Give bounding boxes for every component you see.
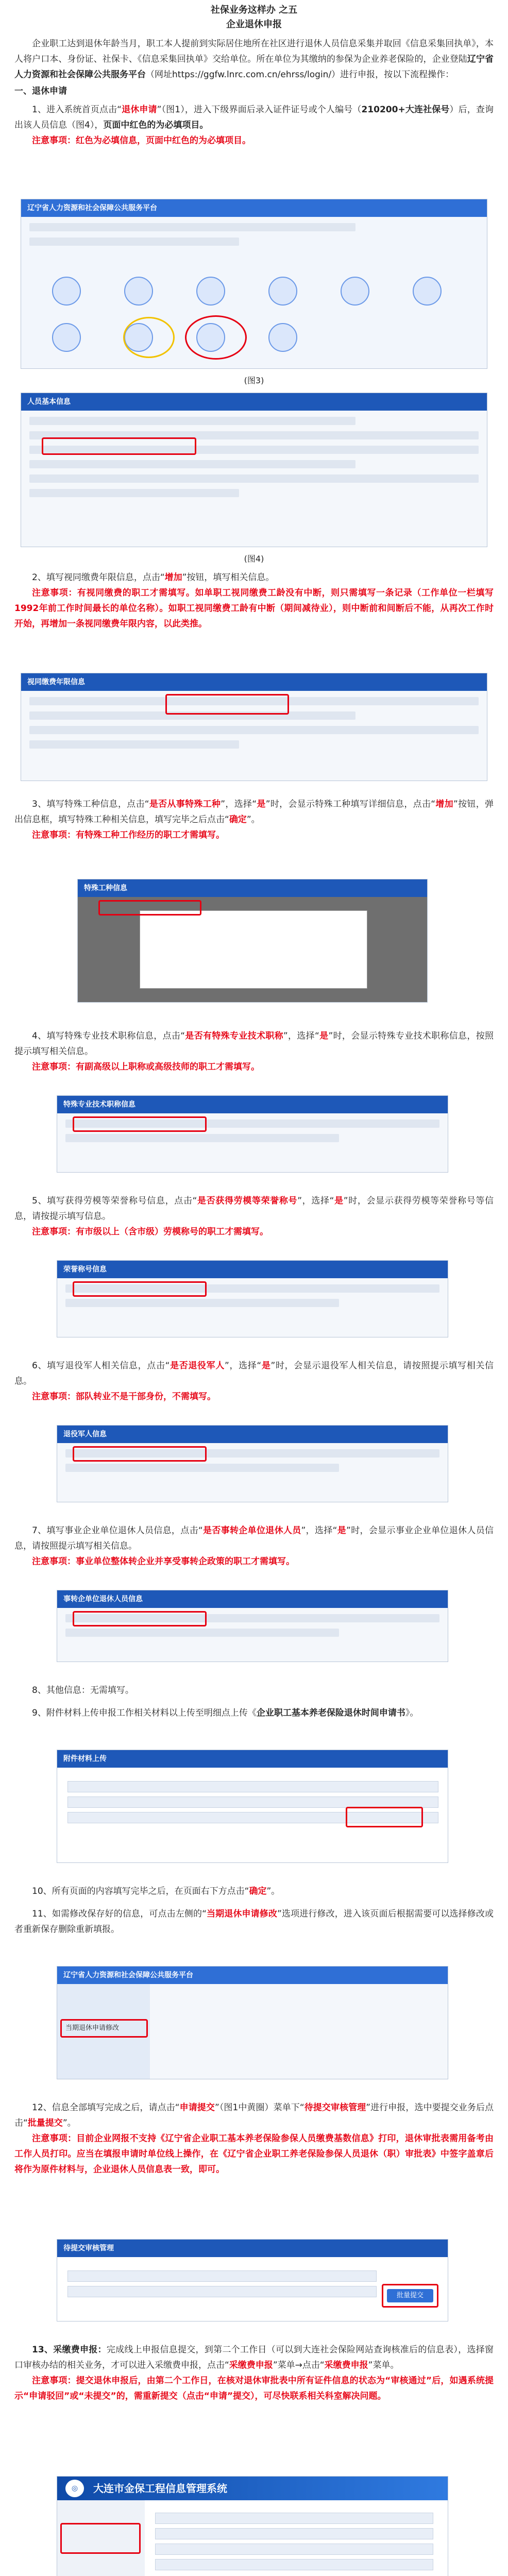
note-text: 红色为必填信息，页面中红色的为必填项目。 <box>76 135 251 146</box>
screenshot-transfer-info <box>57 1590 448 1662</box>
step-6-text-c: ”，选择“ <box>225 1361 262 1371</box>
portal-row <box>29 223 355 231</box>
step-10-highlight: 确定 <box>249 1886 267 1896</box>
step-12-highlight: 申请提交 <box>179 2103 215 2113</box>
step-13 <box>14 2342 494 2373</box>
step-13-highlight: 采缴费申报 <box>229 2360 273 2370</box>
note-text: 目前企业网报不支持《辽宁省企业职工基本养老保险参保人员缴费基数信息》打印，退休审批表需用备考由工作人员打印。应当在填报申请时单位线上操作，在《辽宁省企业职工养老保险参保人员退休（职）审批表》中签字盖章后将作为原件材料与，企业退休人员信息表一致，即可。 <box>14 2133 494 2175</box>
step-3-text: 3、填写特殊工种信息，点击“ <box>32 799 149 809</box>
note-text: 事业单位整体转企业并享受事转企政策的职工才需填写。 <box>76 1556 295 1567</box>
intro-text-a: 企业职工达到退休年龄当月，职工本人提前到实际居住地所在社区进行退休人员信息采集并取回《信息采集回执单》，本人将户口本、身份证、社保卡、《信息采集回执单》交给单位。所在单位为其缴纳的参保为企业养老保险的，企业登陆 <box>14 39 494 64</box>
screenshot-person-info <box>21 393 487 547</box>
step-12 <box>14 2100 494 2131</box>
tile-icon[interactable] <box>268 277 297 306</box>
note-text: 有副高级以上职称或高级技师的职工才需填写。 <box>76 1062 260 1072</box>
step-4-highlight: 是否有特殊专业技术职称 <box>185 1031 283 1041</box>
step-5-note <box>14 1224 494 1240</box>
table-cell <box>155 2513 433 2524</box>
step-12-block <box>14 2100 494 2177</box>
table-cell <box>67 1781 438 1792</box>
tile-icon[interactable] <box>124 277 153 306</box>
doc-subtitle: 企业退休申报 <box>226 19 282 30</box>
note-label: 注意事项： <box>32 830 76 840</box>
step-7-highlight-d: 是 <box>337 1526 347 1536</box>
step-1 <box>14 102 494 133</box>
portal-row <box>29 238 239 246</box>
step-5-highlight-d: 是 <box>334 1196 344 1206</box>
portal-banner: 辽宁省人力资源和社会保障公共服务平台 <box>57 1967 448 1984</box>
table-cell <box>155 2528 433 2539</box>
step-5-text: 5、填写获得劳模等荣誉称号信息，点击“ <box>32 1196 197 1206</box>
step-7-highlight: 是否事转企单位退休人员 <box>202 1526 301 1536</box>
note-label: 注意事项： <box>32 2376 76 2386</box>
step-11-highlight: 当期退休申请修改 <box>206 1909 278 1919</box>
step-1-text-e: ）后，查询出该人员信息（图4）， <box>14 105 494 130</box>
screenshot-title-info <box>57 1095 448 1173</box>
form-row <box>29 417 355 425</box>
step-5 <box>14 1193 494 1224</box>
step-4 <box>14 1028 494 1059</box>
screenshot-modify-menu <box>57 1966 448 2079</box>
form-row <box>65 1134 339 1142</box>
step-9 <box>14 1705 494 1721</box>
step-3-text-c: ”，选择“ <box>221 799 257 809</box>
highlight-box <box>98 900 201 916</box>
step-7-text: 7、填写事业企业单位退休人员信息，点击“ <box>32 1526 203 1536</box>
step-5-text-c: ”，选择“ <box>297 1196 334 1206</box>
table-cell <box>155 2559 433 2570</box>
step-12-text-c: ”（图1中黄圈）菜单下“ <box>214 2103 304 2113</box>
note-label: 注意事项： <box>32 1227 76 1237</box>
tile-icon[interactable] <box>341 277 369 306</box>
step-1-bold-f: 页面中红色的为必填项目。 <box>103 120 209 130</box>
screenshot-deemed-years <box>21 673 487 781</box>
note-label: 注意事项： <box>32 588 77 598</box>
doc-title: 社保业务这样办 之五 <box>210 5 298 15</box>
step-8: 8、其他信息：无需填写。 <box>32 1685 134 1696</box>
step-13-highlight-e: 采缴费申报 <box>324 2360 368 2370</box>
intro-paragraph <box>14 36 494 82</box>
step-2 <box>14 570 494 585</box>
note-text: 有市级以上（含市级）劳模称号的职工才需填写。 <box>76 1227 268 1237</box>
step-4-text-e: ”时，会显示特殊专业技术职称信息，按照提示填写相关信息。 <box>14 1031 494 1057</box>
step-12-highlight-d: 待提交审核管理 <box>304 2103 366 2113</box>
step-9-text: 9、附件材料上传申报工作相关材料以上传至明细点上传《 <box>32 1708 257 1718</box>
step-13-text: 完成线上申报信息提交，到第二个工作日（可以到大连社会保险网站查询核准后的信息表），选择窗口审核办结的相关业务，才可以进入采缴费申报，点击“ <box>14 2345 494 2370</box>
screenshot-batch-submit <box>57 2239 448 2321</box>
document-page <box>0 3 508 2576</box>
step-4-text-c: ”，选择“ <box>283 1031 319 1041</box>
step-2-block <box>14 570 494 632</box>
note-text: 有视同缴费的职工才需填写。如单职工视同缴费工龄没有中断，则只需填写一条记录（工作单位一栏填写1992年前工作时间最长的单位名称）。如职工视同缴费工龄有中断（期间减待业），则中断前和间断后不能，从再次工作时开始，再增加一条视同缴费年限内容，以此类推。 <box>14 588 494 629</box>
step-1-text-c: ”（图1），进入下级界面后录入证件证号或个人编号（ <box>157 105 362 115</box>
step-12-highlight-f: 批量提交 <box>27 2118 63 2128</box>
step-10-11-block <box>14 1884 494 1937</box>
table-cell <box>67 2286 377 2297</box>
highlight-box <box>73 1611 207 1626</box>
form-row <box>29 460 355 468</box>
step-9-bold: 企业职工基本养老保险退休时间申请书 <box>256 1708 405 1718</box>
step-3-block <box>14 796 494 843</box>
step-4-highlight-d: 是 <box>319 1031 329 1041</box>
step-6 <box>14 1358 494 1389</box>
step-11-text: 11、如需修改保存好的信息，可点击左侧的“ <box>32 1909 207 1919</box>
panel-title: 视同缴费年限信息 <box>21 673 487 691</box>
step-5-block <box>14 1193 494 1240</box>
form-row <box>65 1464 339 1472</box>
step-7 <box>14 1523 494 1554</box>
highlight-circle <box>185 315 247 360</box>
figure-caption-4: (图4) <box>244 554 264 564</box>
step-4-block <box>14 1028 494 1075</box>
form-row <box>29 726 479 734</box>
highlight-box <box>382 2284 438 2308</box>
section-heading-1: 一、退休申请 <box>14 86 67 96</box>
step-13-label: 13、采缴费申报： <box>32 2345 107 2355</box>
step-10-text-c: ”。 <box>266 1886 280 1896</box>
tile-icon[interactable] <box>52 323 81 352</box>
batch-submit-button[interactable]: 批量提交 <box>387 2289 433 2302</box>
highlight-box <box>42 437 196 455</box>
step-6-highlight: 是否退役军人 <box>170 1361 225 1371</box>
note-label: 注意事项： <box>32 135 76 146</box>
screenshot-honor-info <box>57 1260 448 1337</box>
step-3-note <box>14 827 494 843</box>
jinbao-banner: 大连市金保工程信息管理系统 <box>57 2477 448 2500</box>
step-1-highlight: 退休申请 <box>121 105 157 115</box>
screenshot-jinbao-system-1 <box>57 2476 448 2576</box>
step-6-text-e: ”时，会显示退役军人相关信息，请按照提示填写相关信息。 <box>14 1361 494 1386</box>
jinbao-logo-icon: ◎ <box>65 2480 84 2497</box>
table-cell <box>155 2544 433 2555</box>
portal-banner: 辽宁省人力资源和社会保障公共服务平台 <box>21 199 487 217</box>
screenshot-special-work <box>77 879 428 1003</box>
form-row <box>65 1629 339 1637</box>
step-13-note <box>14 2373 494 2404</box>
note-label: 注意事项： <box>32 2133 77 2144</box>
step-12-text-e: ”进行申报，选中要提交业务后点击“ <box>14 2103 494 2128</box>
step-7-note <box>14 1554 494 1569</box>
highlight-box <box>60 2523 141 2554</box>
step-3-highlight-d: 是 <box>257 799 266 809</box>
highlight-box <box>346 1807 423 1827</box>
note-label: 注意事项： <box>32 1392 76 1402</box>
form-row <box>29 474 479 483</box>
step-12-note <box>14 2131 494 2177</box>
form-row <box>29 489 239 497</box>
note-text: 有特殊工种工作经历的职工才需填写。 <box>76 830 225 840</box>
tile-icon[interactable] <box>52 277 81 306</box>
highlight-circle-yellow <box>123 317 175 358</box>
tile-icon[interactable] <box>413 277 442 306</box>
highlight-box <box>73 1116 207 1132</box>
panel-title: 附件材料上传 <box>57 1750 448 1768</box>
step-11-text-c: ”选项进行修改，进入该页面后根据需要可以选择修改或者重新保存删除重新填报。 <box>14 1909 494 1935</box>
note-label: 注意事项： <box>32 1062 76 1072</box>
step-6-block <box>14 1358 494 1404</box>
form-row <box>65 1299 339 1307</box>
highlight-box <box>73 1281 207 1297</box>
note-text: 提交退休申报后，由第二个工作日，在核对退休审批表中所有证件信息的状态为“审核通过”后，如遇系统提示“申请驳回”或“未提交”的，需重新提交（点击“申请”提交），可尽快联系相关科室解决问题。 <box>14 2376 494 2401</box>
highlight-box <box>73 1446 207 1462</box>
screenshot-attachment <box>57 1750 448 1863</box>
screenshot-portal-home <box>21 199 487 369</box>
note-text: 部队转业不是干部身份，不需填写。 <box>76 1392 216 1402</box>
panel-title: 人员基本信息 <box>21 393 487 411</box>
step-5-highlight: 是否获得劳模等荣誉称号 <box>197 1196 298 1206</box>
step-3-highlight-f: 增加 <box>435 799 453 809</box>
note-label: 注意事项： <box>32 1556 76 1567</box>
intro-platform-name: 辽宁省人力资源和社会保障公共服务平台 <box>14 54 494 80</box>
step-6-text: 6、填写退役军人相关信息，点击“ <box>32 1361 170 1371</box>
tile-icon[interactable] <box>268 323 297 352</box>
step-8-9-block <box>14 1683 494 1721</box>
step-3 <box>14 796 494 827</box>
step-10 <box>14 1884 494 1899</box>
step-5-text-e: ”时，会显示获得劳模等荣誉称号等信息，请按提示填写信息。 <box>14 1196 494 1222</box>
step-3-text-e: ”时，会显示特殊工种填写详细信息，点击“ <box>265 799 436 809</box>
panel-title: 退役军人信息 <box>57 1426 448 1443</box>
highlight-box <box>60 2019 148 2038</box>
step-12-text-g: ”。 <box>62 2118 76 2128</box>
step-1-note <box>14 133 494 148</box>
step-7-block <box>14 1523 494 1569</box>
step-7-text-e: ”时，会显示事业企业单位退休人员信息，请按照提示填写相关信息。 <box>14 1526 494 1551</box>
step-6-note <box>14 1389 494 1404</box>
highlight-box <box>165 694 289 715</box>
table-cell <box>67 2270 377 2282</box>
table-cell <box>67 1797 438 1808</box>
panel-title: 待提交审核管理 <box>57 2240 448 2257</box>
step-13-text-f: ”菜单。 <box>368 2360 399 2370</box>
step-2-note <box>14 585 494 632</box>
step-2-text-c: ”按钮，填写相关信息。 <box>182 572 275 583</box>
step-3-text-i: ”。 <box>246 815 260 825</box>
step-3-text-g: ”按钮，弹出信息框，填写特殊工种相关信息，填写完毕之后点击“ <box>14 799 494 825</box>
tile-icon[interactable] <box>196 277 225 306</box>
step-12-text: 12、信息全部填写完成之后，请点击“ <box>32 2103 180 2113</box>
panel-title: 事转企单位退休人员信息 <box>57 1590 448 1608</box>
panel-title: 荣誉称号信息 <box>57 1261 448 1278</box>
panel-title: 特殊专业技术职称信息 <box>57 1096 448 1113</box>
intro-text-c: （网址https://ggfw.lnrc.com.cn/ehrss/login/）进行申报，按以下流程操作： <box>146 70 454 80</box>
panel-title: 特殊工种信息 <box>78 879 427 897</box>
step-11 <box>14 1906 494 1937</box>
step-4-text: 4、填写特殊专业技术职称信息，点击“ <box>32 1031 185 1041</box>
form-row <box>29 740 239 749</box>
step-10-text: 10、所有页面的内容填写完毕之后，在页面右下方点击“ <box>32 1886 249 1896</box>
step-4-note <box>14 1059 494 1075</box>
step-13-text-d: ”菜单→点击“ <box>273 2360 325 2370</box>
step-1-bold: 210200+大连社保号 <box>361 105 450 115</box>
figure-caption-3: (图3) <box>244 376 264 385</box>
screenshot-veteran-info <box>57 1425 448 1502</box>
menu-item-modify[interactable]: 当期退休申请修改 <box>65 2024 120 2032</box>
step-2-highlight: 增加 <box>164 572 182 583</box>
step-7-text-c: ”，选择“ <box>301 1526 337 1536</box>
step-2-text: 2、填写视同缴费年限信息，点击“ <box>32 572 165 583</box>
step-3-highlight-h: 确定 <box>229 815 247 825</box>
step-1-text: 1、进入系统首页点击“ <box>32 105 122 115</box>
step-13-block <box>14 2342 494 2404</box>
dialog <box>140 910 367 989</box>
step-3-highlight: 是否从事特殊工种 <box>149 799 221 809</box>
step-9-text-c: 》。 <box>405 1708 419 1718</box>
step-6-highlight-d: 是 <box>261 1361 271 1371</box>
